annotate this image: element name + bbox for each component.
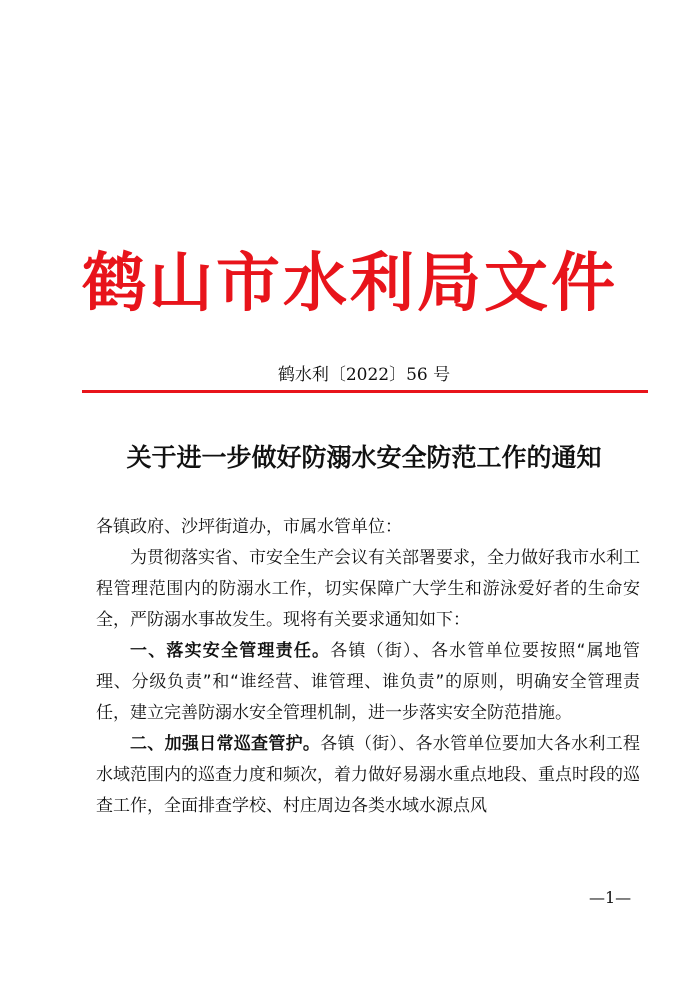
section-one-paragraph — [96, 636, 640, 729]
page-number: —1— — [589, 888, 632, 907]
notice-title: 关于进一步做好防溺水安全防范工作的通知 — [126, 443, 602, 472]
section-two-paragraph — [96, 729, 640, 822]
red-divider-line — [82, 390, 648, 393]
section-two-text: 各镇（街）、各水管单位要加大各水利工程水域范围内的巡查力度和频次，着力做好易溺水重点地段、重点时段的巡查工作，全面排查学校、村庄周边各类水域水源点风 — [96, 734, 641, 816]
section-one-text: 各镇（街）、各水管单位要按照“属地管理、分级负责”和“谁经营、谁管理、谁负责”的原则，明确安全管理责任，建立完善防溺水安全管理机制，进一步落实安全防范措施。 — [96, 641, 640, 723]
issuer-masthead: 鹤山市水利局文件 — [82, 246, 618, 321]
document-number: 鹤水利〔2022〕56 号 — [277, 365, 451, 385]
section-one-heading: 一、落实安全管理责任。 — [130, 641, 331, 661]
section-two-heading: 二、加强日常巡查管护。 — [130, 734, 321, 754]
intro-paragraph-text: 为贯彻落实省、市安全生产会议有关部署要求，全力做好我市水利工程管理范围内的防溺水工作，切实保障广大学生和游泳爱好者的生命安全，严防溺水事故发生。现将有关要求通知如下： — [96, 548, 640, 630]
salutation: 各镇政府、沙坪街道办，市属水管单位： — [96, 517, 402, 537]
intro-paragraph — [96, 543, 640, 636]
notice-body — [96, 512, 640, 822]
